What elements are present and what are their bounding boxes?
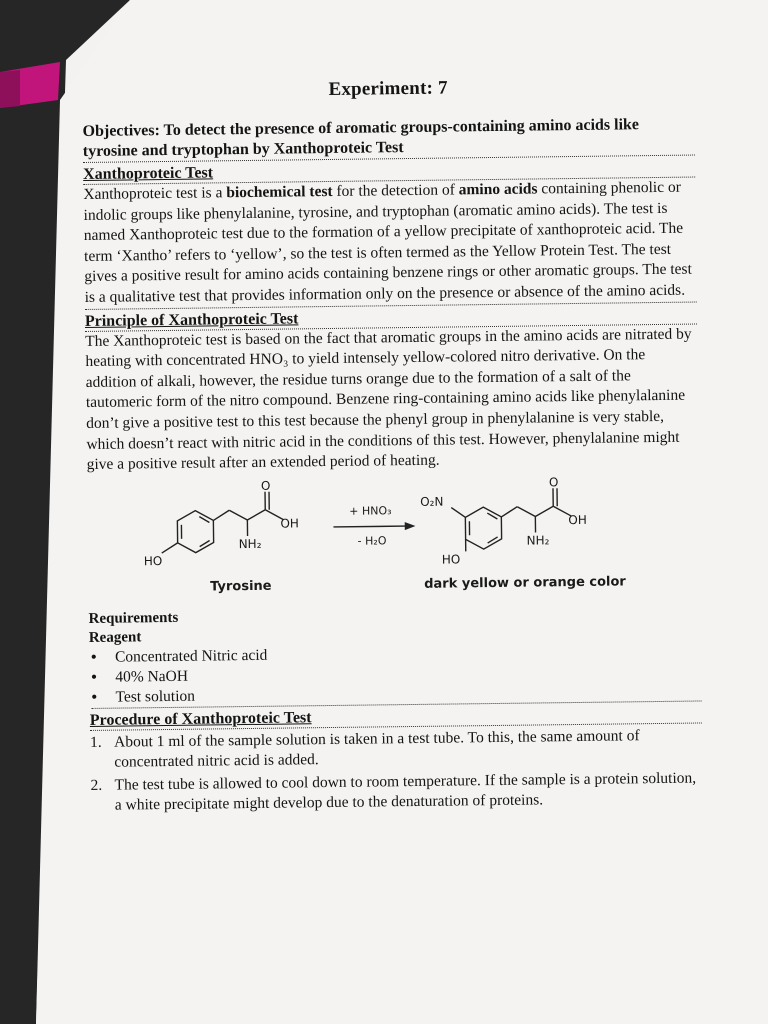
atom-ho-right: HO (441, 552, 461, 567)
label-tyrosine: Tyrosine (210, 578, 272, 595)
atom-o-right: O (548, 474, 559, 490)
reaction-diagram (87, 474, 700, 599)
atom-nh2-right: NH₂ (526, 533, 550, 548)
procedure-step: 2. The test tube is allowed to cool down to room temperature. If the sample is a protein solution, a white precipitate might develop due to the denaturation of proteins. (90, 769, 697, 814)
objectives: Objectives: To detect the presence of aromatic groups-containing amino acids like tyrosine and tryptophan by Xanthoproteic Test (82, 115, 694, 163)
reagent-water: - H₂O (357, 534, 387, 548)
reagent-heading: Reagent (88, 629, 142, 646)
section-heading-procedure: Procedure of Xanthoproteic Test (90, 703, 702, 730)
atom-oh-right: OH (568, 512, 587, 527)
requirements-heading: Requirements (88, 609, 179, 627)
section-heading-xanthoproteic-test: Xanthoproteic Test (83, 158, 695, 185)
section-heading-principle: Principle of Xanthoproteic Test (85, 304, 697, 331)
section-body-xanthoproteic-test: Xanthoproteic test is a biochemical test for the detection of amino acids containing phenolic or indolic groups like phenylalanine, tyrosine, and tryptophan (aromatic amino acids). The test is named Xanthoproteic test due to the formation of a yellow precipitate of xanthoproteic acid. The term ‘Xantho’ refers to ‘yellow’, so the test is often termed as the Yellow Protein Test. The test gives a positive result for amino acids containing benzene rings or other aromatic groups. The test is a qualitative test that provides information only on the presence or absence of the amino acids. (83, 178, 696, 310)
page-title: Experiment: 7 (328, 77, 448, 100)
atom-o-left: O (260, 478, 271, 493)
reaction-arrow (333, 526, 405, 527)
list-item: • Concentrated Nitric acid (90, 646, 268, 666)
reagent-list (91, 640, 702, 708)
atom-ho-left: HO (143, 553, 163, 568)
atom-nh2-left: NH₂ (238, 536, 262, 551)
list-item: • 40% NaOH (91, 667, 189, 686)
atom-o2n: O₂N (420, 494, 444, 509)
document-page (82, 75, 703, 819)
procedure-step: 1. About 1 ml of the sample solution is taken in a test tube. To this, the same amount of concentrated nitric acid is added. (89, 726, 640, 771)
reagent-hno3: + HNO₃ (349, 503, 392, 518)
label-product-color: dark yellow or orange color (424, 574, 626, 592)
product-benzene-ring (465, 507, 502, 549)
list-item: • Test solution (91, 687, 196, 706)
atom-oh-left: OH (280, 516, 299, 531)
reaction-scheme (87, 474, 700, 599)
section-body-principle: The Xanthoproteic test is based on the fact that aromatic groups in the amino acids are nitrated by heating with concentrated HNO₃ to yield intensely yellow-colored nitro derivative. On the addition of alkali, however, the residue turns orange due to the formation of a salt of the tautomeric form of the nitro compound. Benzene ring-containing amino acids like phenylalanine don’t give a positive test to this test because the phenyl group in phenylalanine is very stable, which doesn’t react with nitric acid in the conditions of this test. However, phenylalanine might give a positive result after an extended period of heating. (85, 325, 692, 474)
tyrosine-benzene-ring (177, 510, 214, 552)
procedure-steps (90, 725, 703, 816)
